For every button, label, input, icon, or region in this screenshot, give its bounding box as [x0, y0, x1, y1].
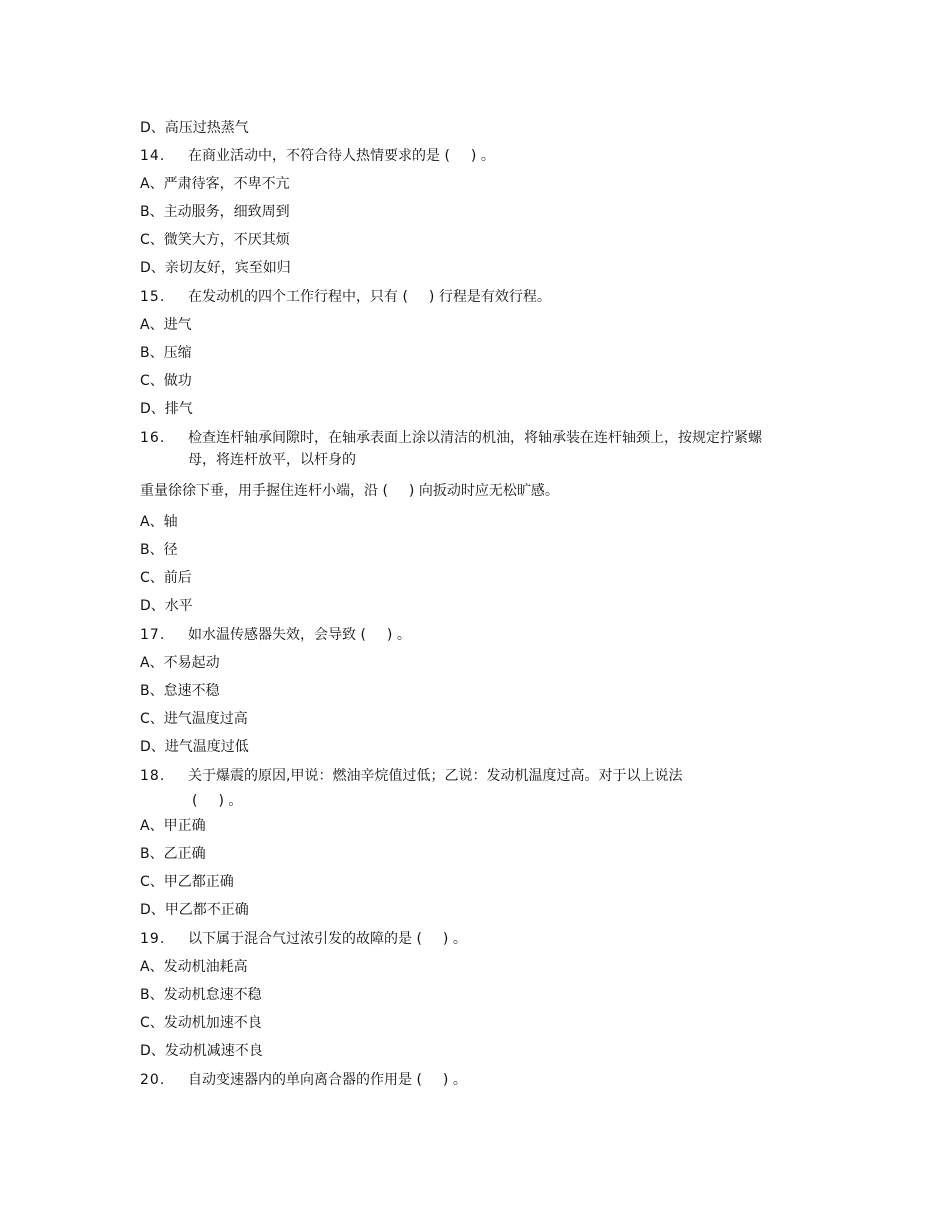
- question-text: 检查连杆轴承间隙时，在轴承表面上涂以清洁的机油，将轴承装在连杆轴颈上，按规定拧紧螺母，将连杆放平，以杆身的: [188, 430, 762, 468]
- option-d: D、进气温度过低: [140, 739, 249, 755]
- option-b: B、发动机怠速不稳: [140, 987, 262, 1003]
- question-text: 关于爆震的原因,甲说：燃油辛烷值过低；乙说：发动机温度过高。对于以上说法: [188, 768, 683, 784]
- question-number: 18.: [140, 768, 166, 784]
- question-15: [140, 288, 551, 306]
- option-d: D、高压过热蒸气: [140, 120, 249, 136]
- option-d: D、亲切友好，宾至如归: [140, 260, 291, 276]
- option-b: B、主动服务，细致周到: [140, 204, 290, 220]
- question-number: 16.: [140, 430, 166, 446]
- question-16: [140, 429, 762, 471]
- option-a: A、严肃待客，不卑不亢: [140, 176, 290, 192]
- option-c: C、微笑大方，不厌其烦: [140, 232, 290, 248]
- option-d: D、水平: [140, 598, 193, 614]
- option-c: C、做功: [140, 373, 192, 389]
- question-20: [140, 1071, 467, 1089]
- option-a: A、轴: [140, 514, 178, 530]
- question-number: 19.: [140, 931, 166, 947]
- option-c: C、甲乙都正确: [140, 874, 234, 890]
- option-b: B、压缩: [140, 345, 192, 361]
- option-d: D、甲乙都不正确: [140, 902, 249, 918]
- question-14: [140, 147, 495, 165]
- question-number: 14.: [140, 148, 166, 164]
- question-18: [140, 767, 682, 785]
- question-text: 在发动机的四个工作行程中，只有 ( ) 行程是有效行程。: [188, 289, 551, 305]
- question-number: 17.: [140, 627, 166, 643]
- question-text: 在商业活动中，不符合待人热情要求的是 ( ) 。: [188, 148, 495, 164]
- option-c: C、进气温度过高: [140, 711, 248, 727]
- question-text: 自动变速器内的单向离合器的作用是 ( ) 。: [188, 1072, 467, 1088]
- option-b: B、径: [140, 542, 178, 558]
- question-number: 20.: [140, 1072, 166, 1088]
- option-b: B、乙正确: [140, 846, 206, 862]
- option-a: A、发动机油耗高: [140, 959, 248, 975]
- question-number: 15.: [140, 289, 166, 305]
- option-d: D、发动机减速不良: [140, 1043, 263, 1059]
- option-d: D、排气: [140, 401, 193, 417]
- option-a: A、甲正确: [140, 818, 206, 834]
- option-c: C、发动机加速不良: [140, 1015, 262, 1031]
- option-a: A、进气: [140, 317, 192, 333]
- question-continuation: 重量徐徐下垂，用手握住连杆小端，沿 ( ) 向扳动时应无松旷感。: [140, 483, 559, 499]
- question-17: [140, 626, 411, 644]
- question-text: 如水温传感器失效，会导致 ( ) 。: [188, 627, 411, 643]
- question-continuation: ( ) 。: [192, 793, 243, 809]
- question-text: 以下属于混合气过浓引发的故障的是 ( ) 。: [188, 931, 467, 947]
- option-b: B、怠速不稳: [140, 683, 220, 699]
- question-19: [140, 930, 467, 948]
- option-a: A、不易起动: [140, 655, 220, 671]
- option-c: C、前后: [140, 570, 192, 586]
